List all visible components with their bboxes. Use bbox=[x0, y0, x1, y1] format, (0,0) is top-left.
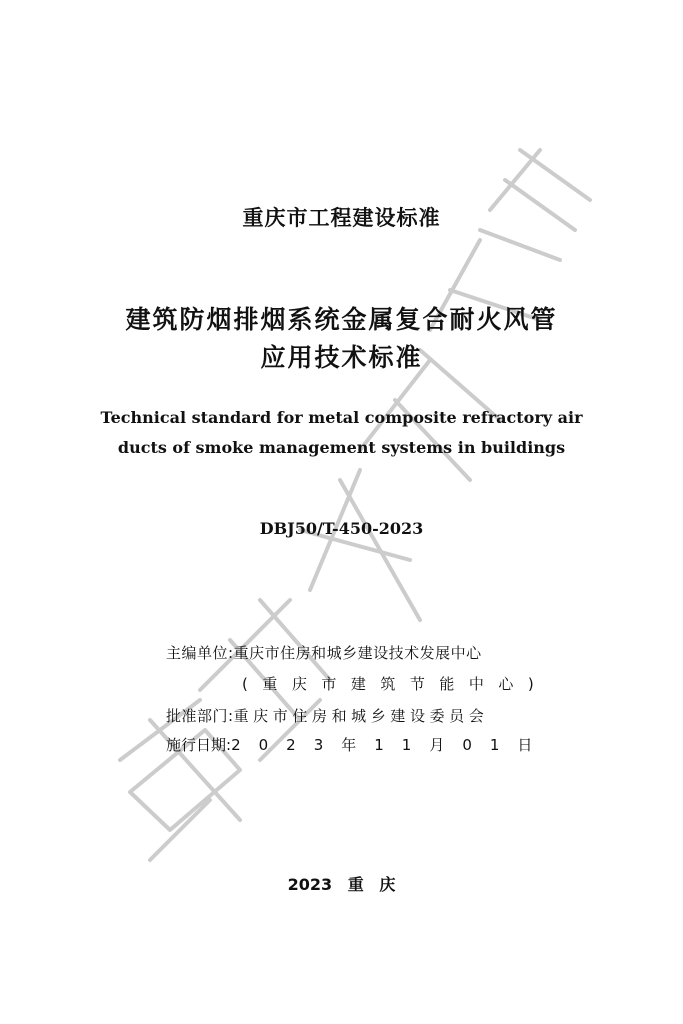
standard-code: DBJ50/T-450-2023 bbox=[259, 519, 424, 538]
editor-line bbox=[166, 642, 482, 663]
approver-label: 批准部门: bbox=[166, 707, 234, 725]
title-english-line-2: ducts of smoke management systems in buildings bbox=[117, 438, 566, 457]
approver-line bbox=[166, 705, 488, 726]
title-chinese-line-1: 建筑防烟排烟系统金属复合耐火风管 bbox=[125, 305, 558, 334]
title-chinese-line-2: 应用技术标准 bbox=[260, 343, 423, 372]
approver-value: 重庆市住房和城乡建设委员会 bbox=[233, 707, 489, 725]
series-title: 重庆市工程建设标准 bbox=[242, 206, 441, 230]
editor-value: 重庆市住房和城乡建设技术发展中心 bbox=[233, 644, 482, 662]
title-english-line-1: Technical standard for metal composite refractory air bbox=[100, 408, 583, 427]
imprint: 2023 重 庆 bbox=[287, 875, 396, 894]
effective-date-label: 施行日期: bbox=[166, 736, 232, 754]
editor-label: 主编单位: bbox=[166, 644, 234, 662]
editor-alt-line: (重庆市建筑节能中心) bbox=[242, 675, 549, 693]
effective-date-line bbox=[166, 734, 550, 755]
effective-date-value: 2023年11月01日 bbox=[231, 736, 551, 754]
